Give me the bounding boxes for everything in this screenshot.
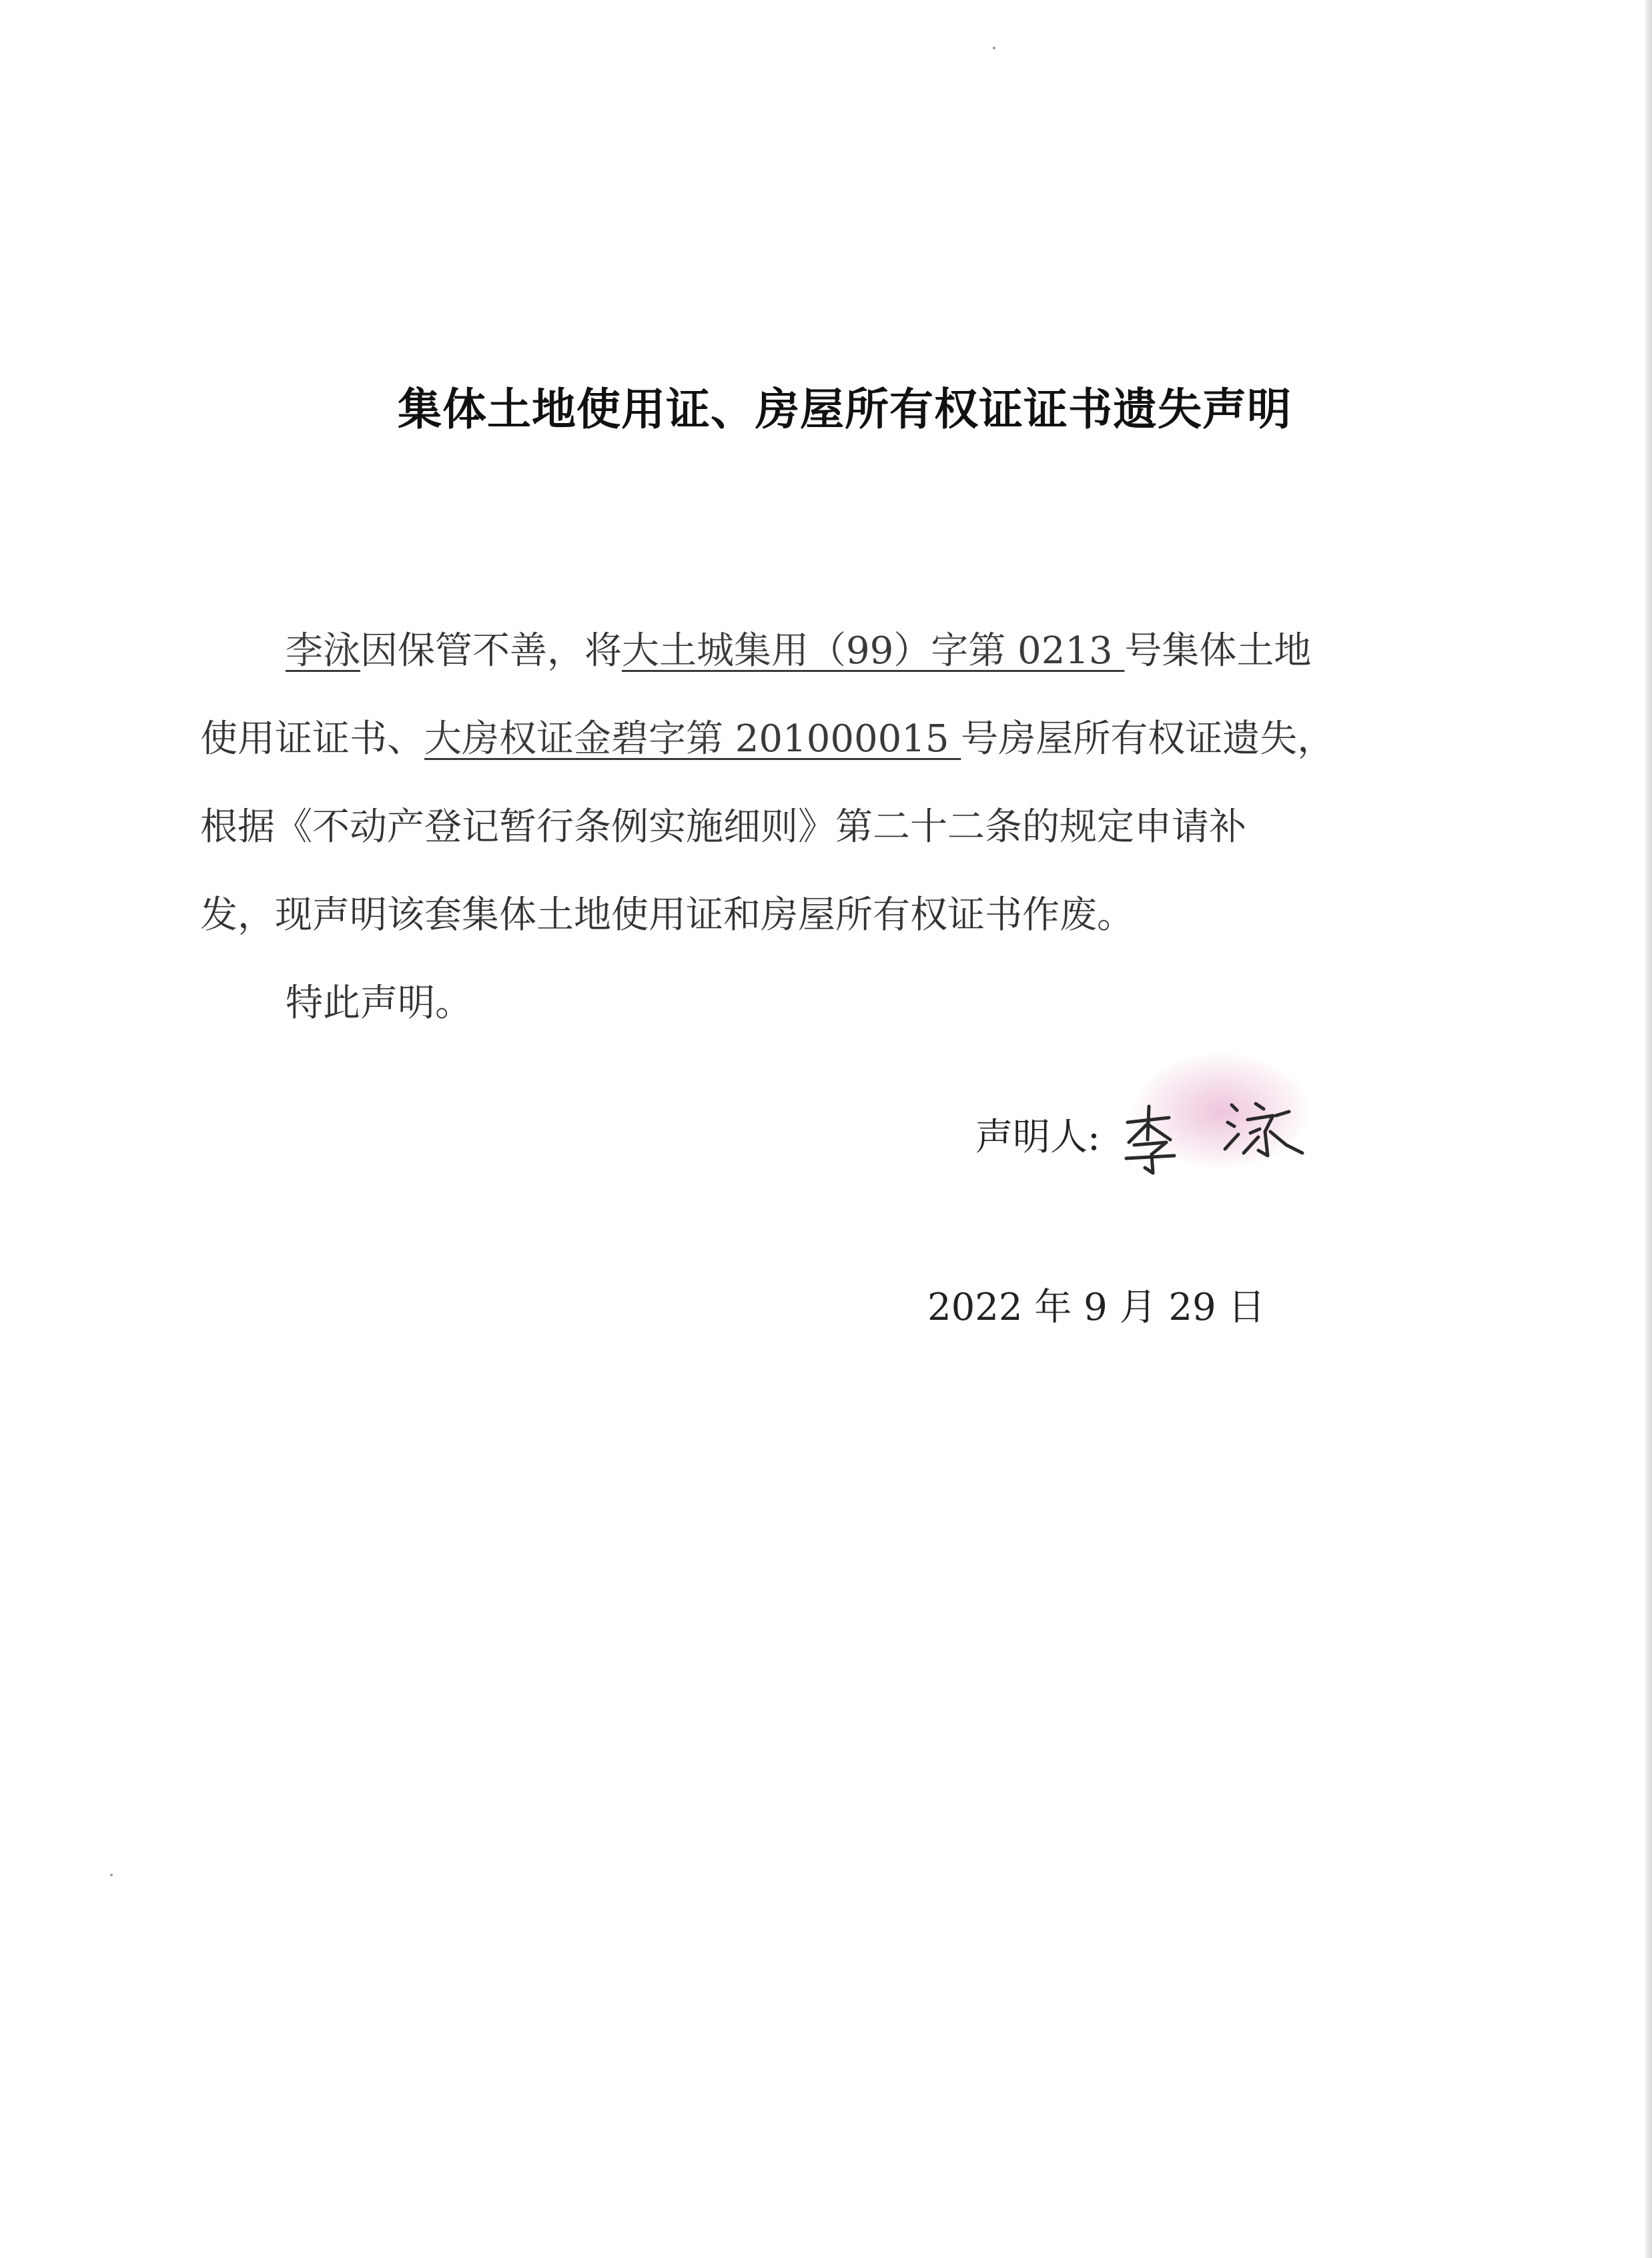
body-line-2-text-b: 号房屋所有权证遗失， [961,717,1335,761]
body-line-2-text-a: 使用证证书、 [200,717,424,761]
declarant-name: 李泳 [286,629,360,673]
scan-speck [993,47,995,49]
closing-statement: 特此声明。 [286,982,472,1025]
body-line-4: 发，现声明该套集体土地使用证和房屋所有权证书作废。 [200,893,1134,937]
scan-speck [110,1874,113,1876]
statement-body [200,607,1468,1048]
body-line-1 [200,607,1468,695]
document-title: 集体土地使用证、房屋所有权证证书遗失声明 [398,384,1292,435]
body-line-1-text-b: 号集体土地 [1124,629,1312,673]
body-line-2 [200,695,1468,783]
body-line-1-text-a: 因保管不善，将 [360,629,622,673]
land-certificate-number: 大土城集用（99）字第 0213 [622,629,1125,673]
handwritten-signature [1108,1081,1321,1181]
house-certificate-number: 大房权证金碧字第 201000015 [424,717,961,761]
body-line-3: 根据《不动产登记暂行条例实施细则》第二十二条的规定申请补 [200,805,1246,849]
declarant-label: 声明人: [975,1116,1100,1159]
declaration-date: 2022 年 9 月 29 日 [927,1286,1266,1329]
scan-edge [1645,0,1652,2258]
